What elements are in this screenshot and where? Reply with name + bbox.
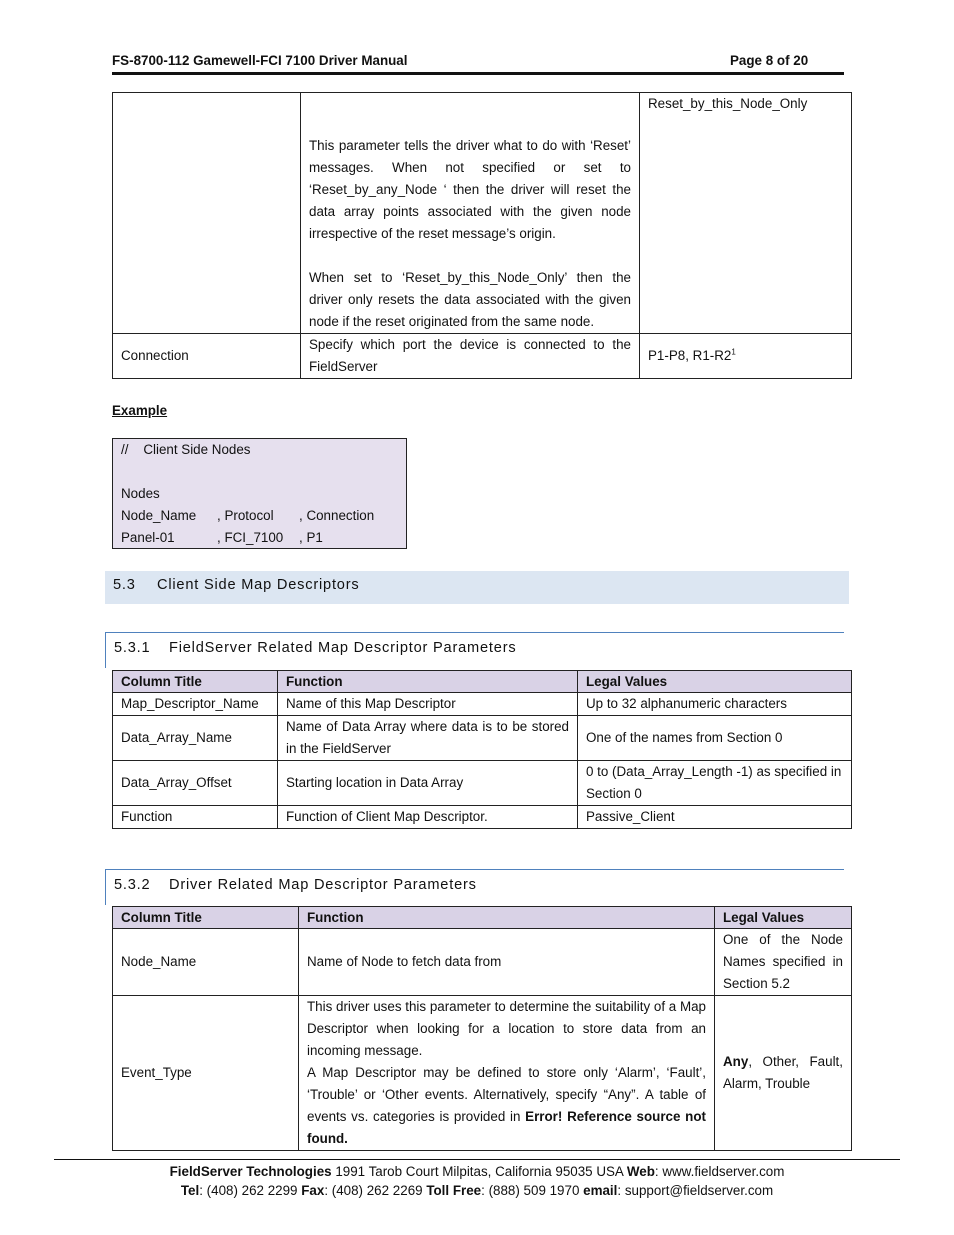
code-line: Node_Name , Protocol , Connection — [121, 508, 375, 523]
cell-legal-values — [640, 334, 852, 379]
footer-web-label: Web — [626, 1164, 655, 1179]
table-row — [113, 806, 852, 829]
section-heading-5-3 — [105, 571, 849, 604]
function-paragraph: When set to ‘Reset_by_this_Node_Only’ then the driver only resets the data associated with the given node if the reset originated from the same node. — [309, 270, 631, 329]
footer-fax-label: Fax — [301, 1183, 325, 1198]
cell-function — [299, 996, 715, 1151]
section-title: FieldServer Related Map Descriptor Parameters — [169, 640, 517, 656]
column-header: Column Title — [113, 671, 278, 693]
table-header-row — [113, 907, 852, 929]
example-code-box — [112, 438, 407, 549]
cell-title: Data_Array_Offset — [113, 761, 278, 806]
cell-legal-values: One of the Node Names specified in Section 5.2 — [715, 929, 852, 996]
fieldserver-parameters-table — [112, 670, 852, 829]
cell-legal-values: Reset_by_this_Node_Only — [640, 93, 852, 334]
code-line: // Client Side Nodes — [121, 442, 251, 457]
cell-legal-values: Passive_Client — [578, 806, 852, 829]
table-row — [113, 761, 852, 806]
footer-divider — [54, 1159, 900, 1160]
function-paragraph: This parameter tells the driver what to do with ‘Reset’ messages. When not specified or set to ‘Reset_by_any_Node ‘ then the driver will reset the data array points associated with the given node irrespective of the reset message’s origin. — [309, 138, 631, 241]
cell-function: Name of Data Array where data is to be stored in the FieldServer — [278, 716, 578, 761]
column-header: Legal Values — [578, 671, 852, 693]
footer-email-label: email — [583, 1183, 618, 1198]
page-number: Page 8 of 20 — [730, 53, 809, 68]
legal-value-text: , Other, Fault, Alarm, Trouble — [723, 1054, 843, 1091]
section-title: Client Side Map Descriptors — [157, 577, 360, 593]
section-title: Driver Related Map Descriptor Parameters — [169, 877, 477, 893]
section-heading-5-3-1 — [105, 632, 844, 668]
function-paragraph: This driver uses this parameter to determine the suitability of a Map Descriptor when looking for a location to store data from an incoming message. — [307, 999, 706, 1058]
table-row — [113, 334, 852, 379]
footer-tel-label: Tel — [180, 1183, 200, 1198]
cell-function: Name of this Map Descriptor — [278, 693, 578, 716]
code-line: Panel-01 , FCI_7100 , P1 — [121, 530, 323, 545]
cell-legal-values: One of the names from Section 0 — [578, 716, 852, 761]
cell-title: Node_Name — [113, 929, 299, 996]
column-header: Function — [299, 907, 715, 929]
driver-parameters-table — [112, 906, 852, 1151]
section-number: 5.3.1 — [114, 640, 151, 656]
header-divider — [112, 72, 844, 75]
cell-title: Map_Descriptor_Name — [113, 693, 278, 716]
table-row — [113, 93, 852, 334]
function-paragraph: A Map Descriptor may be defined to store only ‘Alarm’, ‘Fault’, ‘Trouble’ or ‘Other events. Alternatively, specify “Any”. A table of events vs. categories is provided in Error! Reference source not found. — [307, 1065, 706, 1146]
cell-function: Starting location in Data Array — [278, 761, 578, 806]
table-header-row — [113, 671, 852, 693]
footer-contact-line — [0, 1180, 954, 1202]
table-row — [113, 996, 852, 1151]
cell-title: Data_Array_Name — [113, 716, 278, 761]
reference-error-text: Error! Reference source not found. — [307, 1109, 706, 1146]
legal-value-text: P1-P8, R1-R2 — [648, 348, 732, 363]
footer-tollfree-label: Toll Free — [426, 1183, 482, 1198]
cell-title: Connection — [113, 334, 301, 379]
table-row — [113, 929, 852, 996]
cell-legal-values — [715, 996, 852, 1151]
example-heading: Example — [112, 403, 168, 418]
section-heading-5-3-2 — [105, 869, 844, 905]
column-header: Legal Values — [715, 907, 852, 929]
section-number: 5.3 — [113, 577, 136, 593]
section-number: 5.3.2 — [114, 877, 151, 893]
table-row — [113, 693, 852, 716]
continued-parameter-table — [112, 92, 852, 379]
cell-function — [301, 93, 640, 334]
cell-legal-values: Up to 32 alphanumeric characters — [578, 693, 852, 716]
table-row — [113, 716, 852, 761]
footer-company: FieldServer Technologies — [169, 1164, 332, 1179]
cell-function: Specify which port the device is connected to the FieldServer — [301, 334, 640, 379]
column-header: Column Title — [113, 907, 299, 929]
footer-email: : support@fieldserver.com — [617, 1183, 774, 1198]
cell-title: Event_Type — [113, 996, 299, 1151]
column-header: Function — [278, 671, 578, 693]
code-line: Nodes — [121, 486, 160, 501]
footer-tel: : (408) 262 2299 — [199, 1183, 302, 1198]
cell-function: Name of Node to fetch data from — [299, 929, 715, 996]
footer-tollfree: : (888) 509 1970 — [481, 1183, 584, 1198]
code-line — [121, 461, 398, 483]
document-title: FS-8700-112 Gamewell-FCI 7100 Driver Manual — [112, 53, 408, 68]
cell-legal-values: 0 to (Data_Array_Length -1) as specified in Section 0 — [578, 761, 852, 806]
footer-address: 1991 Tarob Court Milpitas, California 95035 USA — [331, 1164, 627, 1179]
legal-value-any: Any — [723, 1054, 749, 1069]
footnote-marker: 1 — [731, 347, 736, 357]
footer-web: : www.fieldserver.com — [654, 1164, 785, 1179]
cell-title: Function — [113, 806, 278, 829]
footer-fax: : (408) 262 2269 — [324, 1183, 427, 1198]
cell-title — [113, 93, 301, 334]
cell-function: Function of Client Map Descriptor. — [278, 806, 578, 829]
